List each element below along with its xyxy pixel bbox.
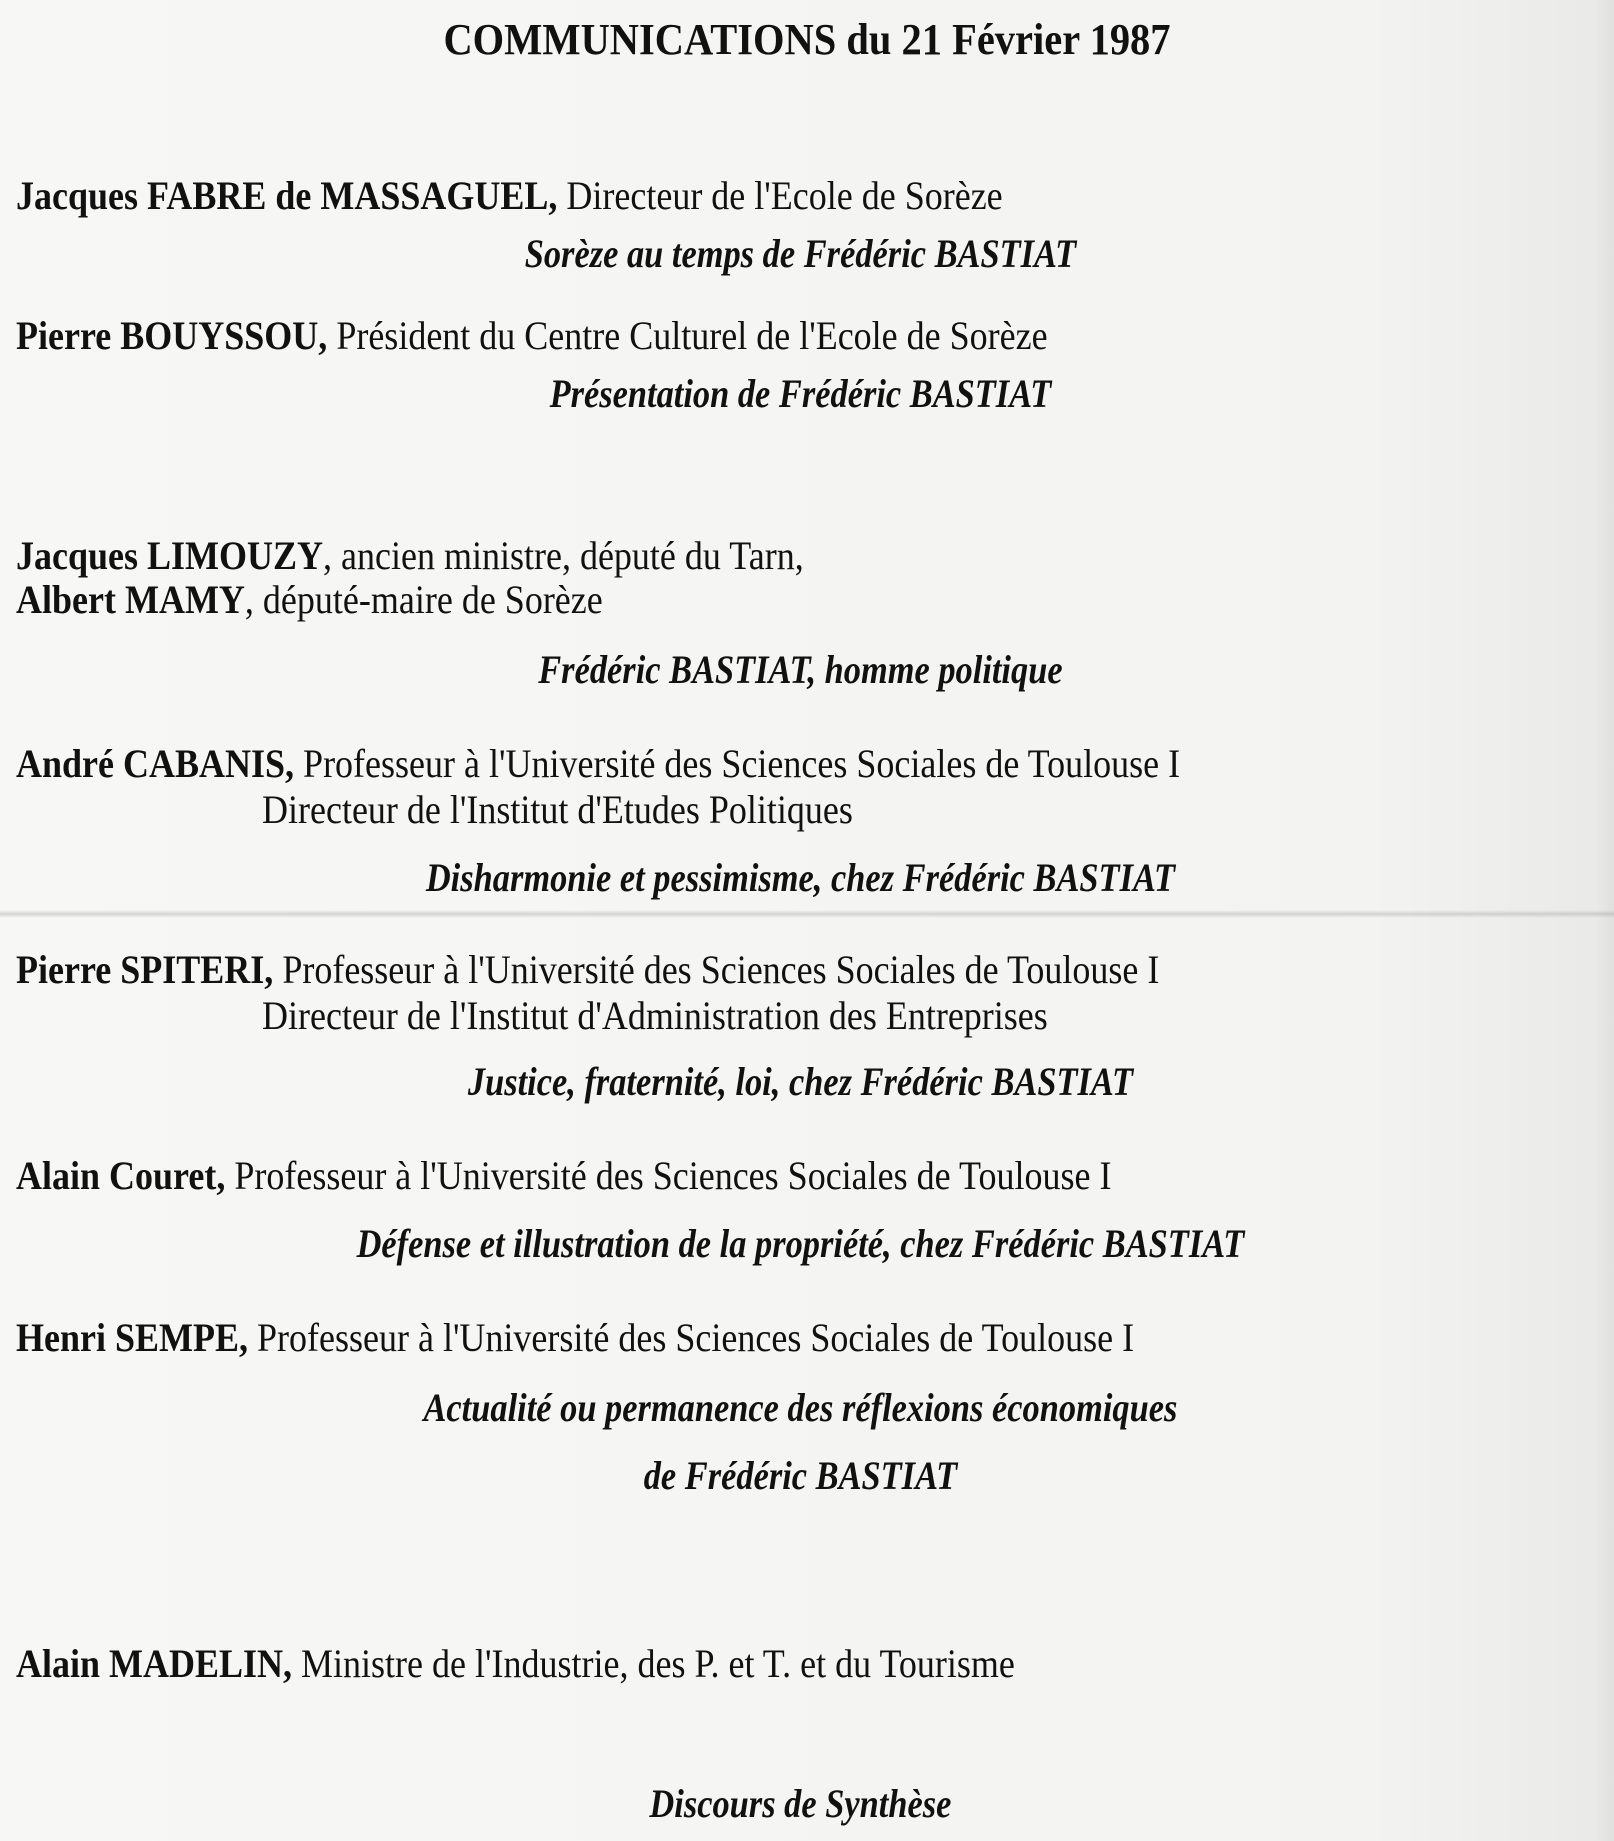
- speaker-name: André CABANIS,: [16, 741, 295, 786]
- talk-title: Sorèze au temps de Frédéric BASTIAT: [524, 231, 1077, 276]
- talk-title: Actualité ou permanence des réflexions économiques: [423, 1385, 1178, 1430]
- speaker-line: [16, 1640, 1015, 1687]
- speaker-role: Professeur à l'Université des Sciences Sociales de Toulouse I: [225, 1153, 1112, 1198]
- speaker-role: Professeur à l'Université des Sciences Sociales de Toulouse I: [273, 947, 1160, 992]
- speaker-role: Directeur de l'Ecole de Sorèze: [557, 173, 1003, 218]
- speaker-role: , ancien ministre, député du Tarn,: [323, 533, 804, 578]
- speaker-line: [16, 576, 603, 623]
- talk-title: Disharmonie et pessimisme, chez Frédéric BASTIAT: [425, 855, 1176, 900]
- talk-title: Présentation de Frédéric BASTIAT: [549, 371, 1052, 416]
- speaker-name: Albert MAMY: [16, 577, 245, 622]
- speaker-line: [16, 532, 804, 579]
- speaker-extra-role: Directeur de l'Institut d'Administration des Entreprises: [262, 993, 1048, 1038]
- page-edge-shadow: [1596, 0, 1614, 1841]
- speaker-line: [16, 172, 1003, 219]
- speaker-name: Henri SEMPE,: [16, 1315, 249, 1360]
- speaker-role: Président du Centre Culturel de l'Ecole de Sorèze: [327, 313, 1048, 358]
- talk-title: Justice, fraternité, loi, chez Frédéric BASTIAT: [467, 1059, 1133, 1104]
- speaker-role: , député-maire de Sorèze: [244, 577, 603, 622]
- speaker-name: Jacques LIMOUZY: [16, 533, 324, 578]
- speaker-line: [16, 312, 1048, 359]
- speaker-line: [16, 1314, 1134, 1361]
- talk-title: Discours de Synthèse: [649, 1781, 952, 1826]
- talk-title: Frédéric BASTIAT, homme politique: [538, 647, 1063, 692]
- speaker-line: [16, 946, 1159, 993]
- speaker-line: [16, 740, 1180, 787]
- talk-title: Défense et illustration de la propriété, chez Frédéric BASTIAT: [356, 1221, 1245, 1266]
- talk-title-continued: de Frédéric BASTIAT: [643, 1453, 958, 1498]
- speaker-name: Pierre BOUYSSOU,: [16, 313, 328, 358]
- speaker-line: [16, 1152, 1111, 1199]
- speaker-name: Pierre SPITERI,: [16, 947, 274, 992]
- page-title: COMMUNICATIONS du 21 Février 1987: [443, 15, 1171, 64]
- speaker-extra-role: Directeur de l'Institut d'Etudes Politiques: [262, 787, 853, 832]
- paper-fold-line: [0, 910, 1614, 918]
- speaker-name: Alain Couret,: [16, 1153, 226, 1198]
- speaker-name: Jacques FABRE de MASSAGUEL,: [16, 173, 558, 218]
- speaker-role: Professeur à l'Université des Sciences Sociales de Toulouse I: [248, 1315, 1135, 1360]
- speaker-role: Ministre de l'Industrie, des P. et T. et du Tourisme: [292, 1641, 1015, 1686]
- speaker-role: Professeur à l'Université des Sciences Sociales de Toulouse I: [294, 741, 1181, 786]
- speaker-name: Alain MADELIN,: [16, 1641, 293, 1686]
